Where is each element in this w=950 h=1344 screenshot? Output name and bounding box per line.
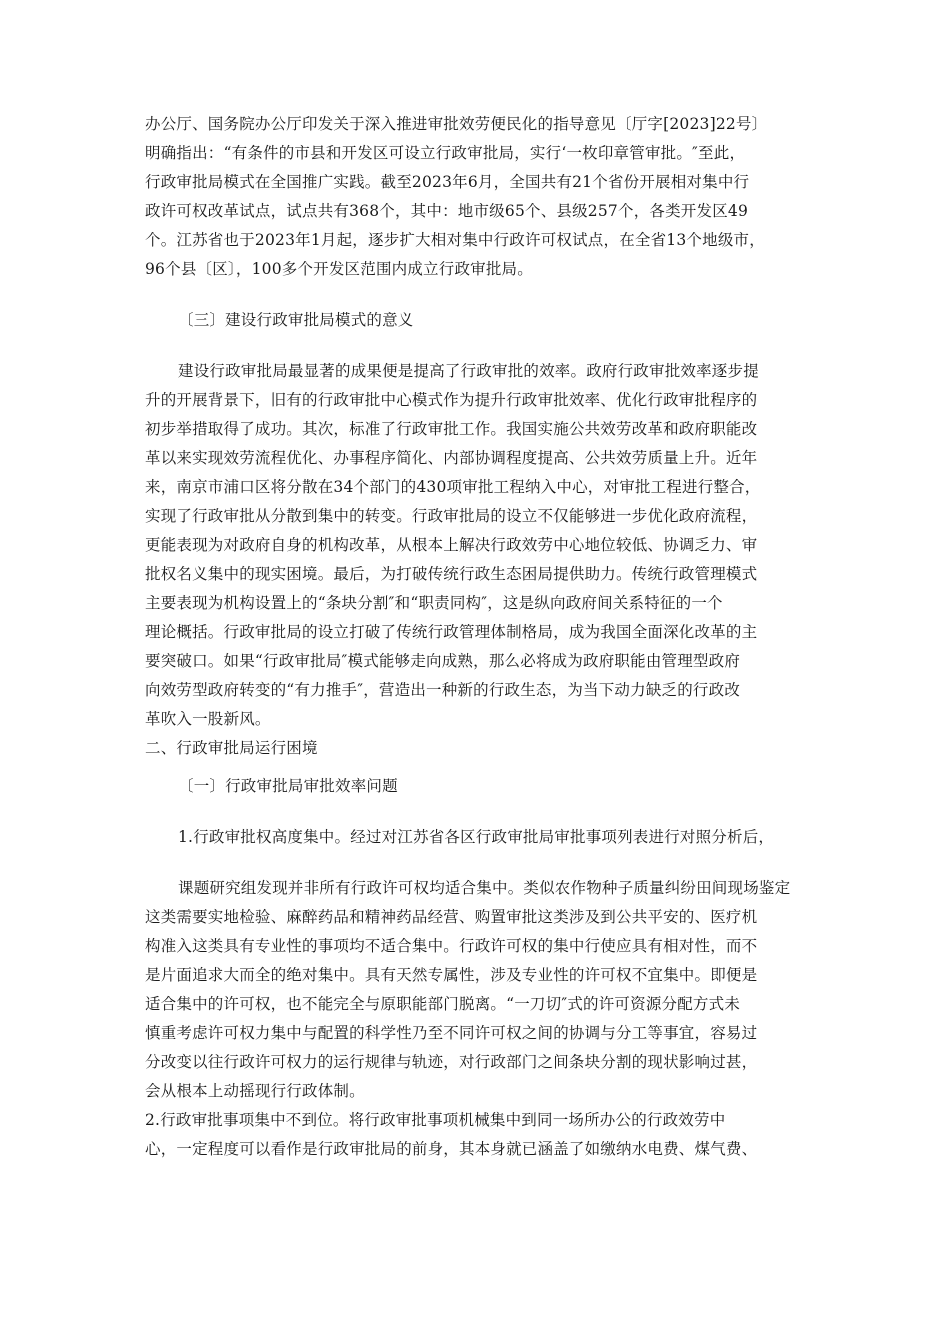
text-line: 二、行政审批局运行困境 bbox=[145, 739, 318, 757]
text-line: 办公厅、国务院办公厅印发关于深入推进审批效劳便民化的指导意见〔厅字[2023]22号〕 bbox=[145, 115, 768, 133]
text-line: 个。江苏省也于2023年1月起，逐步扩大相对集中行政许可权试点，在全省13个地级市， bbox=[145, 231, 765, 249]
text-line: 2.行政审批事项集中不到位。将行政审批事项机械集中到同一场所办公的行政效劳中 bbox=[145, 1111, 726, 1129]
text-line: 是片面追求大而全的绝对集中。具有天然专属性，涉及专业性的许可权不宜集中。即便是 bbox=[145, 966, 758, 984]
text-line: 初步举措取得了成功。其次，标准了行政审批工作。我国实施公共效劳改革和政府职能改 bbox=[145, 420, 758, 438]
text-line: 构准入这类具有专业性的事项均不适合集中。行政许可权的集中行使应具有相对性，而不 bbox=[145, 937, 758, 955]
section-heading-2: 〔一〕行政审批局审批效率问题 bbox=[178, 777, 398, 795]
text-line: 革吹入一股新风。 bbox=[145, 710, 271, 728]
text-line: 要突破口。如果“行政审批局″模式能够走向成熟，那么必将成为政府职能由管理型政府 bbox=[145, 652, 741, 670]
text-line: 政许可权改革试点，试点共有368个，其中：地市级65个、县级257个，各类开发区49 bbox=[145, 202, 749, 220]
text-line: 明确指出：“有条件的市县和开发区可设立行政审批局，实行‘一枚印章管审批。″至此， bbox=[145, 144, 746, 162]
section-heading-3: 〔三〕建设行政审批局模式的意义 bbox=[178, 311, 414, 329]
text-line: 分改变以往行政许可权力的运行规律与轨迹，对行政部门之间条块分割的现状影响过甚， bbox=[145, 1053, 758, 1071]
text-line: 建设行政审批局最显著的成果便是提高了行政审批的效率。政府行政审批效率逐步提 bbox=[178, 362, 759, 380]
text-line: 更能表现为对政府自身的机构改革，从根本上解决行政效劳中心地位较低、协调乏力、审 bbox=[145, 536, 758, 554]
text-line: 心，一定程度可以看作是行政审批局的前身，其本身就已涵盖了如缴纳水电费、煤气费、 bbox=[145, 1140, 758, 1158]
text-line: 理论概括。行政审批局的设立打破了传统行政管理体制格局，成为我国全面深化改革的主 bbox=[145, 623, 758, 641]
text-line: 行政审批局模式在全国推广实践。截至2023年6月，全国共有21个省份开展相对集中行 bbox=[145, 173, 750, 191]
text-line: 批权名义集中的现实困境。最后，为打破传统行政生态困局提供助力。传统行政管理模式 bbox=[145, 565, 758, 583]
text-line: 升的开展背景下，旧有的行政审批中心模式作为提升行政审批效率、优化行政审批程序的 bbox=[145, 391, 758, 409]
text-line: 来，南京市浦口区将分散在34个部门的430项审批工程纳入中心，对审批工程进行整合， bbox=[145, 478, 761, 496]
text-line: 向效劳型政府转变的“有力推手″，营造出一种新的行政生态，为当下动力缺乏的行政改 bbox=[145, 681, 741, 699]
text-line: 革以来实现效劳流程优化、办事程序简化、内部协调程度提高、公共效劳质量上升。近年 bbox=[145, 449, 758, 467]
text-line: 课题研究组发现并非所有行政许可权均适合集中。类似农作物种子质量纠纷田间现场鉴定 bbox=[178, 879, 791, 897]
section-heading-1: 1.行政审批权高度集中。经过对江苏省各区行政审批局审批事项列表进行对照分析后， bbox=[178, 828, 775, 846]
text-line: 实现了行政审批从分散到集中的转变。行政审批局的设立不仅能够进一步优化政府流程， bbox=[145, 507, 758, 525]
text-line: 主要表现为机构设置上的“条块分割″和“职责同构″，这是纵向政府间关系特征的一个 bbox=[145, 594, 723, 612]
text-line: 96个县〔区〕，100多个开发区范围内成立行政审批局。 bbox=[145, 260, 533, 278]
text-line: 适合集中的许可权，也不能完全与原职能部门脱离。“一刀切″式的许可资源分配方式未 bbox=[145, 995, 741, 1013]
text-line: 这类需要实地检验、麻醉药品和精神药品经营、购置审批这类涉及到公共平安的、医疗机 bbox=[145, 908, 758, 926]
text-line: 慎重考虑许可权力集中与配置的科学性乃至不同许可权之间的协调与分工等事宜，容易过 bbox=[145, 1024, 758, 1042]
text-line: 会从根本上动摇现行行政体制。 bbox=[145, 1082, 365, 1100]
